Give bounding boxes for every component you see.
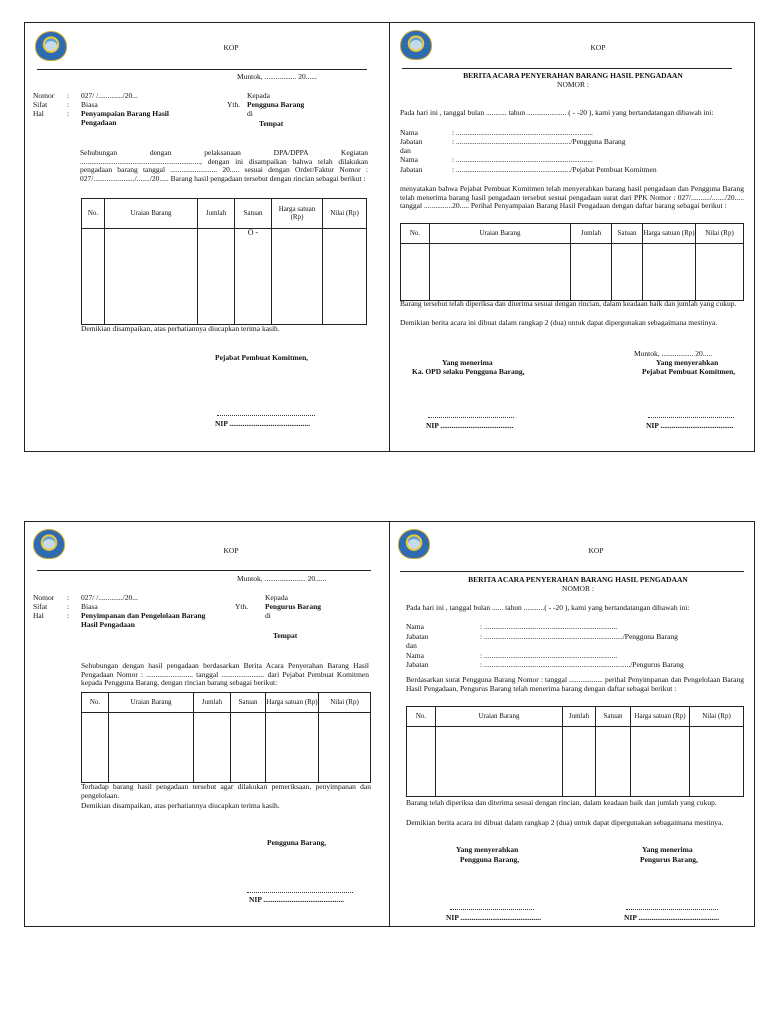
recipient: Pengurus Barang [265, 602, 322, 611]
tempat-label: Tempat [259, 119, 284, 128]
value-sifat: Biasa [81, 602, 98, 611]
field-value: : ....................................................................... [480, 651, 618, 660]
label-sifat: Sifat [33, 100, 48, 109]
nip-line: NIP ........................................... [215, 419, 311, 428]
field-label: Jabatan [400, 137, 423, 146]
kop-header: KOP [223, 546, 239, 555]
document-title: BERITA ACARA PENYERAHAN BARANG HASIL PENGADAAN [468, 575, 688, 584]
field-value: : ............................................................./Pengguna Barang [452, 137, 626, 146]
table-cell [82, 713, 109, 783]
yth-label: Yth. [227, 100, 241, 109]
value-hal-line1: Penyimpanan dan Pengelolaan Barang [81, 611, 206, 620]
table-cell [643, 244, 696, 301]
value-nomor: 027/ /............./20... [81, 593, 138, 602]
nip-left: NIP ........................................... [446, 913, 542, 922]
recipient: Pengguna Barang [247, 100, 305, 109]
table-cell [612, 244, 643, 301]
kepada-label: Kepada [247, 91, 270, 100]
table-cell [631, 727, 690, 797]
field-label: Nama [406, 622, 424, 631]
field-label: Jabatan [400, 165, 423, 174]
intro-text: Pada hari ini , tanggal bulan ...... tahun ...........( - -20 ), kami yang bertandatangan dibawah ini: [406, 603, 690, 612]
date-line: Muntok, ...................... 20...... [237, 574, 327, 583]
nip-left: NIP ....................................... [426, 421, 514, 430]
table-cell [319, 713, 371, 783]
th-no: No. [82, 199, 105, 229]
colon: : [67, 593, 70, 602]
header-divider [400, 571, 744, 572]
table-cell [266, 713, 319, 783]
letter-panel-penyimpanan [24, 521, 390, 927]
table-cell [696, 244, 744, 301]
th-nilai: Nilai (Rp) [319, 693, 371, 713]
goods-table [81, 198, 367, 325]
kop-header: KOP [588, 546, 604, 555]
value-hal-line2: Hasil Pengadaan [81, 620, 135, 629]
colon: : [67, 611, 70, 620]
th-satuan: Satuan [596, 707, 631, 727]
nip-line: NIP ........................................... [249, 895, 345, 904]
table-mark: O - [247, 228, 259, 237]
th-nilai: Nilai (Rp) [696, 224, 744, 244]
table-cell [323, 229, 367, 325]
table-cell [198, 229, 235, 325]
table-cell [231, 713, 266, 783]
header-divider [37, 570, 371, 571]
th-uraian: Uraian Barang [430, 224, 571, 244]
th-uraian: Uraian Barang [436, 707, 563, 727]
table-cell [194, 713, 231, 783]
document-title: BERITA ACARA PENYERAHAN BARANG HASIL PENGADAAN [463, 71, 683, 80]
goods-table [400, 223, 744, 301]
th-uraian: Uraian Barang [105, 199, 198, 229]
berita-acara-panel-pengurus [389, 521, 755, 927]
value-nomor: 027/ /............./20... [81, 91, 138, 100]
th-nilai: Nilai (Rp) [690, 707, 744, 727]
table-cell [105, 229, 198, 325]
table-cell [407, 727, 436, 797]
receipt-note: Barang telah diperiksa dan diterima sesuai dengan rincian, dalam keadaan baik dan jumlah yang cukup. [406, 798, 717, 807]
field-value: : ........................................................................../Pengguna Barang [480, 632, 678, 641]
signature-line [217, 415, 315, 416]
th-jumlah: Jumlah [571, 224, 612, 244]
colon: : [67, 91, 70, 100]
label-nomor: Nomor [33, 593, 55, 602]
field-label: Jabatan [406, 660, 429, 669]
field-label: Nama [406, 651, 424, 660]
closing-text: Demikian disampaikan, atas perhatiannya diucapkan terima kasih. [81, 801, 280, 810]
signature-line [247, 892, 353, 893]
intro-text: Pada hari ini , tanggal bulan ........... tahun ..................... ( - -20 ), kami yang bertandatangan dibawah ini: [400, 108, 714, 117]
table-cell [401, 244, 430, 301]
di-label: di [247, 109, 253, 118]
date-line: Muntok, ................. 20..... [634, 349, 713, 358]
instruction-text: Terhadap barang hasil pengadaan tersebut agar dilakukan pemeriksaan, penyimpanan dan pengelolaan. [81, 782, 371, 800]
nip-right: NIP ....................................... [646, 421, 734, 430]
field-label: Nama [400, 128, 418, 137]
left-signer-role: Yang menyerahkan [456, 845, 519, 854]
kop-header: KOP [223, 43, 239, 52]
th-satuan: Satuan [235, 199, 272, 229]
field-label: dan [400, 146, 411, 155]
header-divider [402, 68, 732, 69]
th-no: No. [82, 693, 109, 713]
th-uraian: Uraian Barang [109, 693, 194, 713]
signature-line [626, 909, 718, 910]
table-cell [563, 727, 596, 797]
field-value: : ....................................................................... [480, 622, 618, 631]
date-line: Muntok, ................. 20...... [237, 72, 318, 81]
right-signer-role: Yang menerima [642, 845, 693, 854]
th-nilai: Nilai (Rp) [323, 199, 367, 229]
th-no: No. [401, 224, 430, 244]
field-value: : ......................................................................... [452, 155, 593, 164]
label-nomor: Nomor [33, 91, 55, 100]
signature-line [450, 909, 534, 910]
left-signer-title: Pengguna Barang, [460, 855, 520, 864]
kepada-label: Kepada [265, 593, 288, 602]
signature-line [428, 417, 514, 418]
berita-acara-panel-ppk [389, 22, 755, 452]
signer-title: Pejabat Pembuat Komitmen, [215, 353, 309, 362]
left-signer-title: Ka. OPD selaku Pengguna Barang, [412, 367, 525, 376]
nip-right: NIP ........................................... [624, 913, 720, 922]
table-cell [436, 727, 563, 797]
goods-table [406, 706, 744, 797]
right-signer-role: Yang menyerahkan [656, 358, 719, 367]
di-label: di [265, 611, 271, 620]
th-harga: Harga satuan (Rp) [266, 693, 319, 713]
yth-label: Yth. [235, 602, 249, 611]
label-sifat: Sifat [33, 602, 48, 611]
field-value: : ............................................................./Pejabat Pembuat Komitmen [452, 165, 657, 174]
document-number: NOMOR : [562, 584, 594, 593]
field-value: : ............................................................................../Pengurus Barang [480, 660, 684, 669]
kop-header: KOP [590, 43, 606, 52]
value-hal-line1: Penyampaian Barang Hasil [81, 109, 169, 118]
field-label: Nama [400, 155, 418, 164]
table-cell [82, 229, 105, 325]
right-signer-title: Pejabat Pembuat Komitmen, [642, 367, 736, 376]
document-number: NOMOR : [557, 80, 589, 89]
field-value: : ......................................................................... [452, 128, 593, 137]
field-label: Jabatan [406, 632, 429, 641]
colon: : [67, 109, 70, 118]
th-jumlah: Jumlah [194, 693, 231, 713]
table-cell [690, 727, 744, 797]
goods-table [81, 692, 371, 783]
colon: : [67, 100, 70, 109]
table-cell [235, 229, 272, 325]
th-satuan: Satuan [612, 224, 643, 244]
table-cell [430, 244, 571, 301]
table-cell [109, 713, 194, 783]
th-harga: Harga satuan (Rp) [643, 224, 696, 244]
th-no: No. [407, 707, 436, 727]
th-satuan: Satuan [231, 693, 266, 713]
signature-line [648, 417, 734, 418]
right-signer-title: Pengurus Barang, [640, 855, 698, 864]
signer-title: Pengguna Barang, [267, 838, 327, 847]
receipt-note: Barang tersebut telah diperiksa dan diterima sesuai dengan rincian, dalam keadaan baik dan jumlah yang cukup. [400, 299, 737, 308]
letter-body: Sehubungan dengan pelaksanaan DPA/DPPA Kegiatan ................................................................, dengan ini disampaikan bahwa telah dilakukan pengadaan barang tanggal ......................... 20..... sesuai dengan Order/Faktur Nomor : 027/....................../......./20..... Barang hasil pengadaan tersebut dengan rincian sebagai berikut : [80, 148, 368, 183]
th-jumlah: Jumlah [563, 707, 596, 727]
closing-text: Demikian berita acara ini dibuat dalam rangkap 2 (dua) untuk dapat dipergunakan sebagaimana mestinya. [406, 818, 724, 827]
table-cell [596, 727, 631, 797]
th-harga: Harga satuan (Rp) [631, 707, 690, 727]
table-cell [272, 229, 323, 325]
statement-body: Berdasarkan surat Pengguna Barang Nomor : tanggal .................. perihal Penyimpanan dan Pengelolaan Barang Hasil Pengadaan, Pengurus Barang telah menerima barang dengan daftar sebagai berikut : [406, 675, 744, 693]
th-jumlah: Jumlah [198, 199, 235, 229]
colon: : [67, 602, 70, 611]
th-harga: Harga satuan (Rp) [272, 199, 323, 229]
statement-body: menyatakan bahwa Pejabat Pembuat Komitmen telah menyerahkan barang hasil pengadaan dan Pengguna Barang telah menerima barang hasil pengadaan tersebut sesuai pengadaan surat dari PPK Nomor : 027/........../......./20..... tanggal ...............20..... Perihal Penyampaian Barang Hasil Pengadaan dengan daftar barang sebagai berikut : [400, 184, 744, 211]
label-hal: Hal [33, 611, 44, 620]
value-hal-line2: Pengadaan [81, 118, 117, 127]
closing-text: Demikian disampaikan, atas perhatiannya diucapkan terima kasih. [81, 324, 280, 333]
letter-panel-penyampaian [24, 22, 390, 452]
letter-body: Sehubungan dengan hasil pengadaan berdasarkan Berita Acara Penyerahan Barang Hasil Pengadaan Nomor : ......................... tanggal ....................... dari Pejabat Pembuat Komitmen kepada Pengguna Barang, dengan rincian barang sebagai berikut: [81, 661, 369, 688]
field-label: dan [406, 641, 417, 650]
value-sifat: Biasa [81, 100, 98, 109]
closing-text: Demikian berita acara ini dibuat dalam rangkap 2 (dua) untuk dapat dipergunakan sebagaimana mestinya. [400, 318, 718, 327]
table-cell [571, 244, 612, 301]
left-signer-role: Yang menerima [442, 358, 493, 367]
label-hal: Hal [33, 109, 44, 118]
tempat-label: Tempat [273, 631, 298, 640]
header-divider [37, 69, 367, 70]
